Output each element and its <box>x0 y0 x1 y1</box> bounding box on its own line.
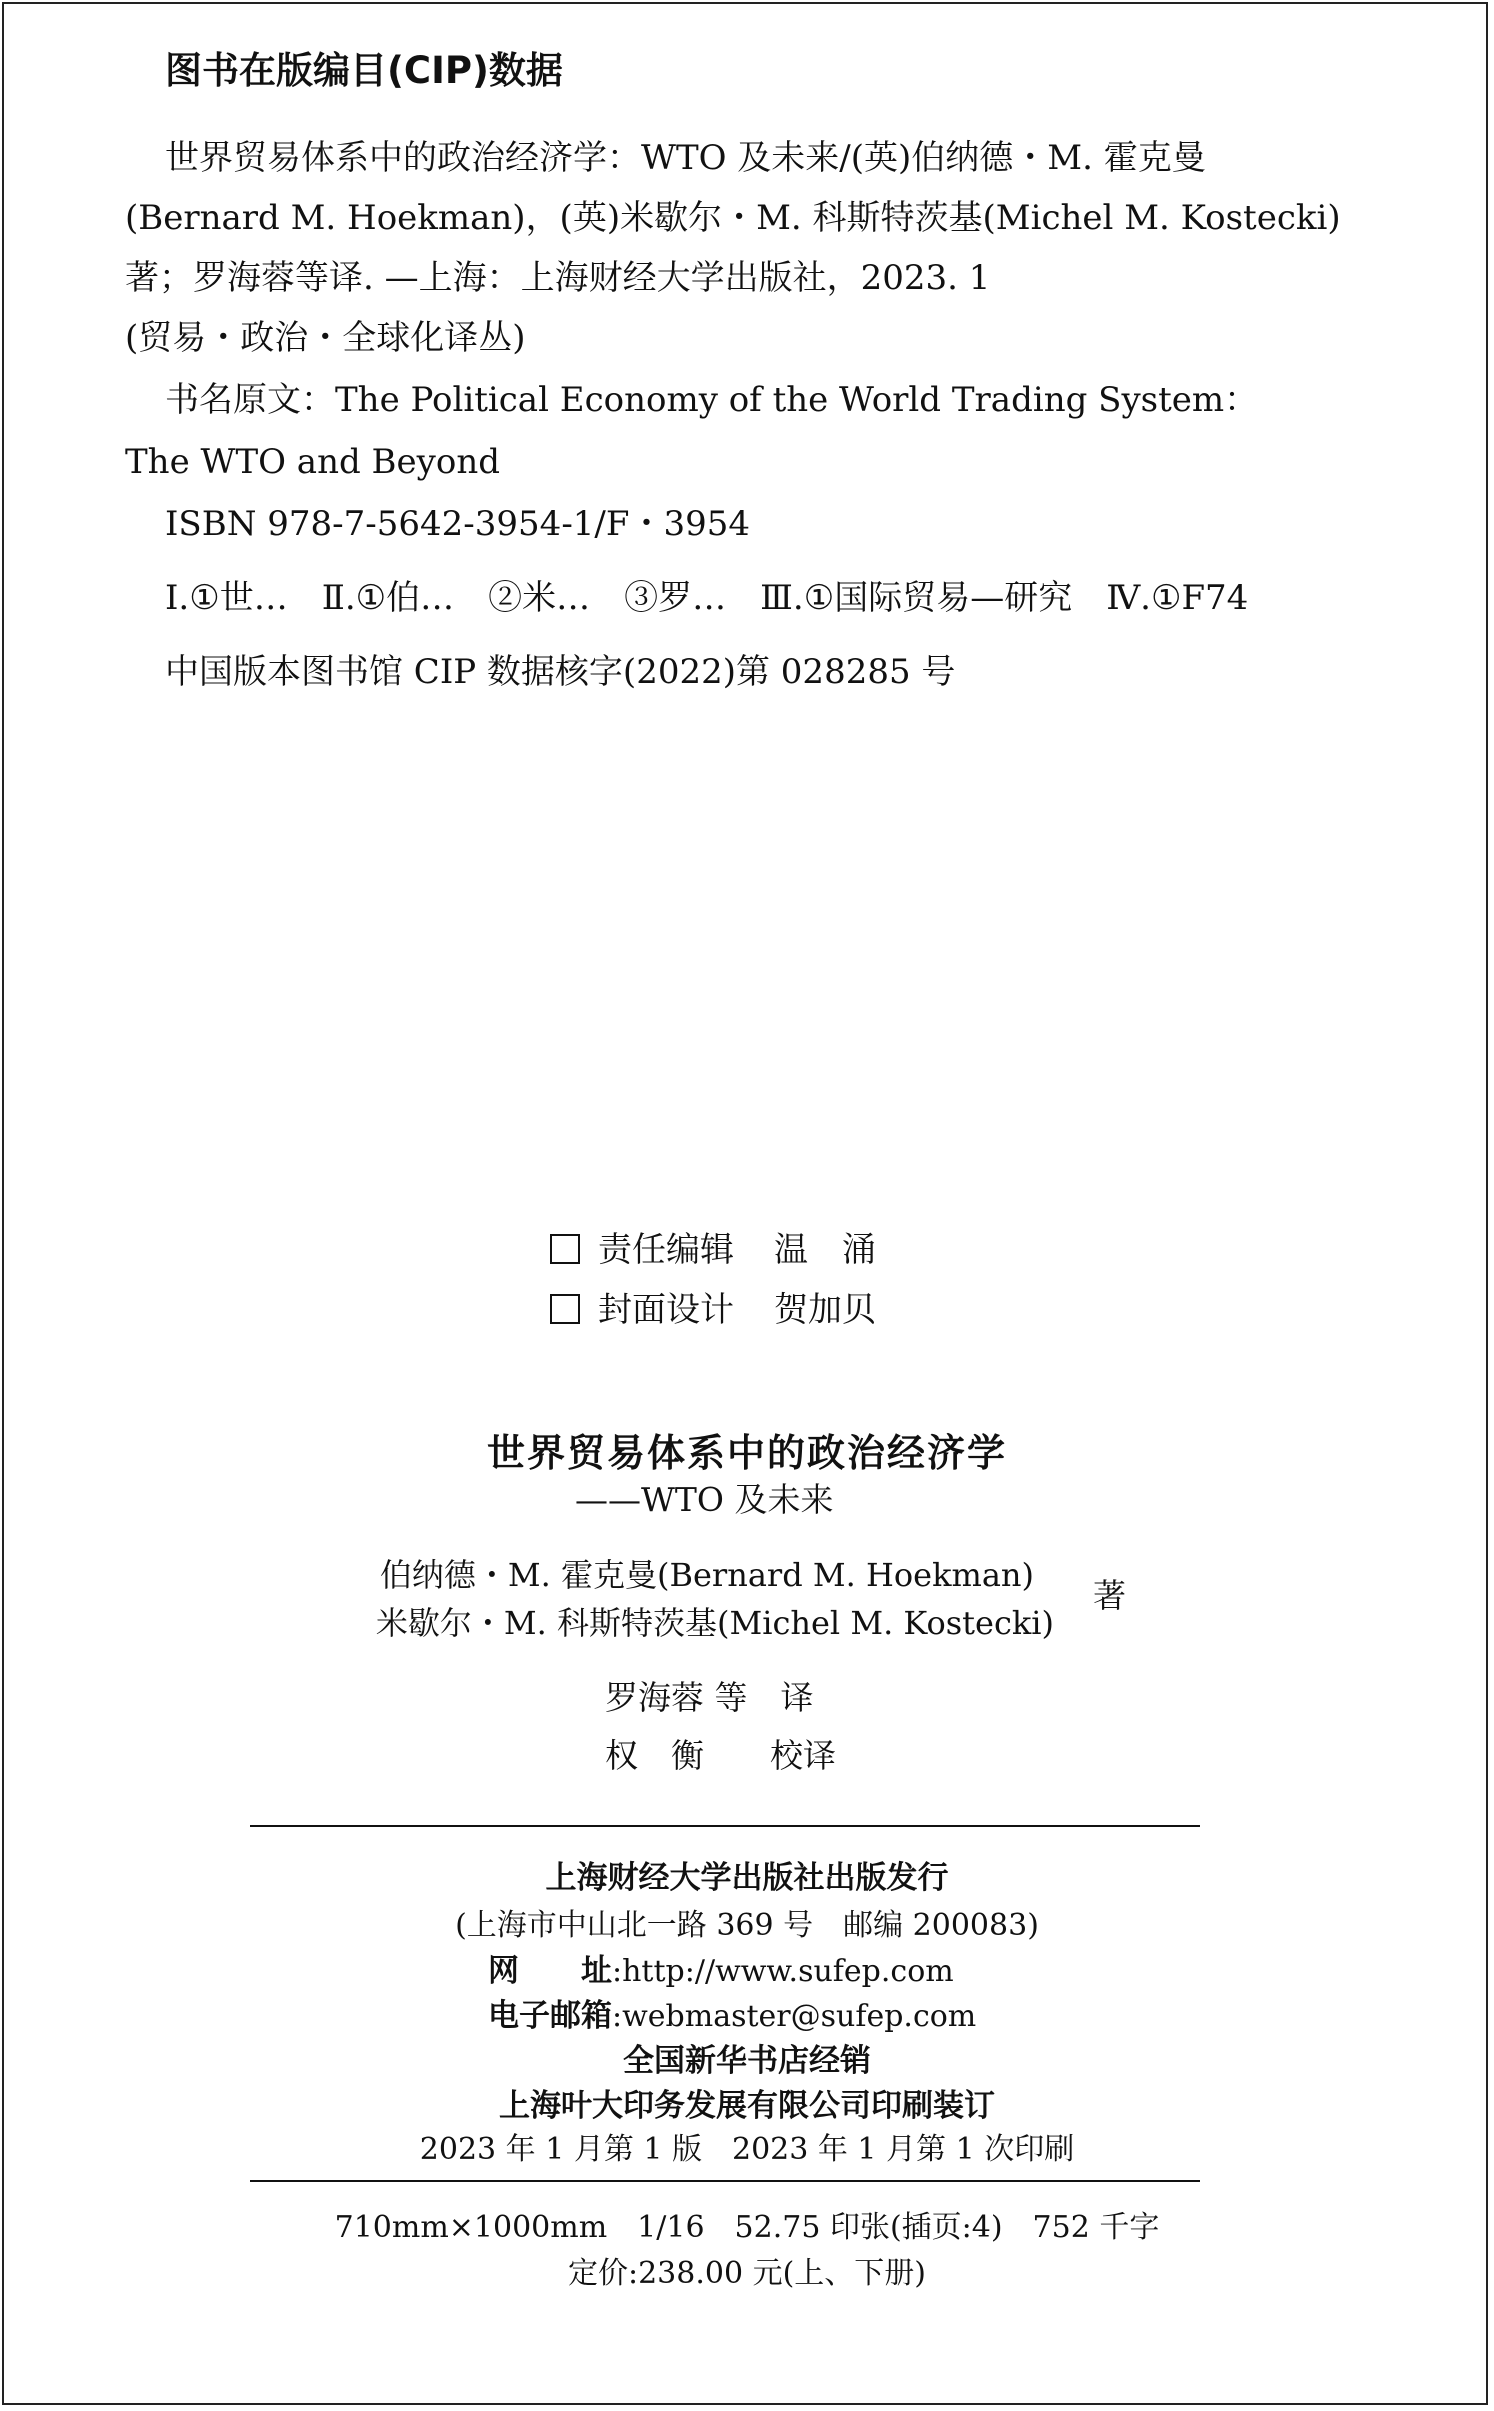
cip-line-6: The WTO and Beyond <box>125 442 500 482</box>
staff-designer-role: 封面设计 <box>598 1290 734 1330</box>
divider-bottom <box>250 2180 1200 2182</box>
author-role: 著 <box>1093 1576 1126 1615</box>
book-title: 世界贸易体系中的政治经济学 <box>486 1431 1007 1475</box>
publisher-email: 电子邮箱:webmaster@sufep.com <box>488 1998 977 2034</box>
staff-editor <box>550 1222 876 1271</box>
cip-line-2: (Bernard M. Hoekman)，(英)米歇尔・M. 科斯特茨基(Michel M. Kostecki) <box>125 198 1341 238</box>
publisher-address: (上海市中山北一路 369 号 邮编 200083) <box>455 1908 1039 1943</box>
website-label: 网 址 <box>488 1953 612 1989</box>
cip-classification: Ⅰ.①世… Ⅱ.①伯… ②米… ③罗… Ⅲ.①国际贸易—研究 Ⅳ.①F74 <box>165 578 1249 618</box>
staff-editor-role: 责任编辑 <box>598 1230 734 1270</box>
printer: 上海叶大印务发展有限公司印刷装订 <box>499 2088 995 2124</box>
publisher-line: 上海财经大学出版社出版发行 <box>545 1860 949 1896</box>
checkbox-icon <box>550 1294 580 1324</box>
cip-line-4: (贸易・政治・全球化译丛) <box>125 318 526 358</box>
author-2: 米歇尔・M. 科斯特茨基(Michel M. Kostecki) <box>375 1604 1054 1642</box>
cip-record-number: 中国版本图书馆 CIP 数据核字(2022)第 028285 号 <box>165 652 956 692</box>
author-1: 伯纳德・M. 霍克曼(Bernard M. Hoekman) <box>379 1556 1034 1594</box>
staff-editor-name: 温 涌 <box>774 1230 876 1270</box>
checkbox-icon <box>550 1234 580 1264</box>
email-address: webmaster@sufep.com <box>622 1999 977 2034</box>
cip-heading: 图书在版编目(CIP)数据 <box>165 49 563 92</box>
website-url: http://www.sufep.com <box>622 1954 954 1989</box>
distributor: 全国新华书店经销 <box>623 2043 871 2079</box>
staff-designer-name: 贺加贝 <box>774 1290 876 1330</box>
book-price: 定价:238.00 元(上、下册) <box>567 2256 927 2291</box>
cip-line-5: 书名原文：The Political Economy of the World Trading System： <box>165 380 1259 420</box>
cip-line-1: 世界贸易体系中的政治经济学：WTO 及未来/(英)伯纳德・M. 霍克曼 <box>165 138 1206 178</box>
staff-designer <box>550 1282 876 1331</box>
translator: 罗海蓉 等 译 <box>605 1678 814 1717</box>
email-label: 电子邮箱 <box>488 1998 612 2034</box>
divider-top <box>250 1825 1200 1827</box>
book-format: 710mm×1000mm 1/16 52.75 印张(插页:4) 752 千字 <box>334 2210 1160 2245</box>
reviser: 权 衡 校译 <box>605 1736 836 1775</box>
cip-line-3: 著；罗海蓉等译. —上海：上海财经大学出版社，2023. 1 <box>125 258 991 298</box>
book-subtitle: ——WTO 及未来 <box>575 1480 834 1519</box>
publisher-website: 网 址:http://www.sufep.com <box>488 1953 954 1989</box>
edition: 2023 年 1 月第 1 版 2023 年 1 月第 1 次印刷 <box>419 2132 1075 2167</box>
cip-isbn: ISBN 978-7-5642-3954-1/F・3954 <box>165 504 751 544</box>
